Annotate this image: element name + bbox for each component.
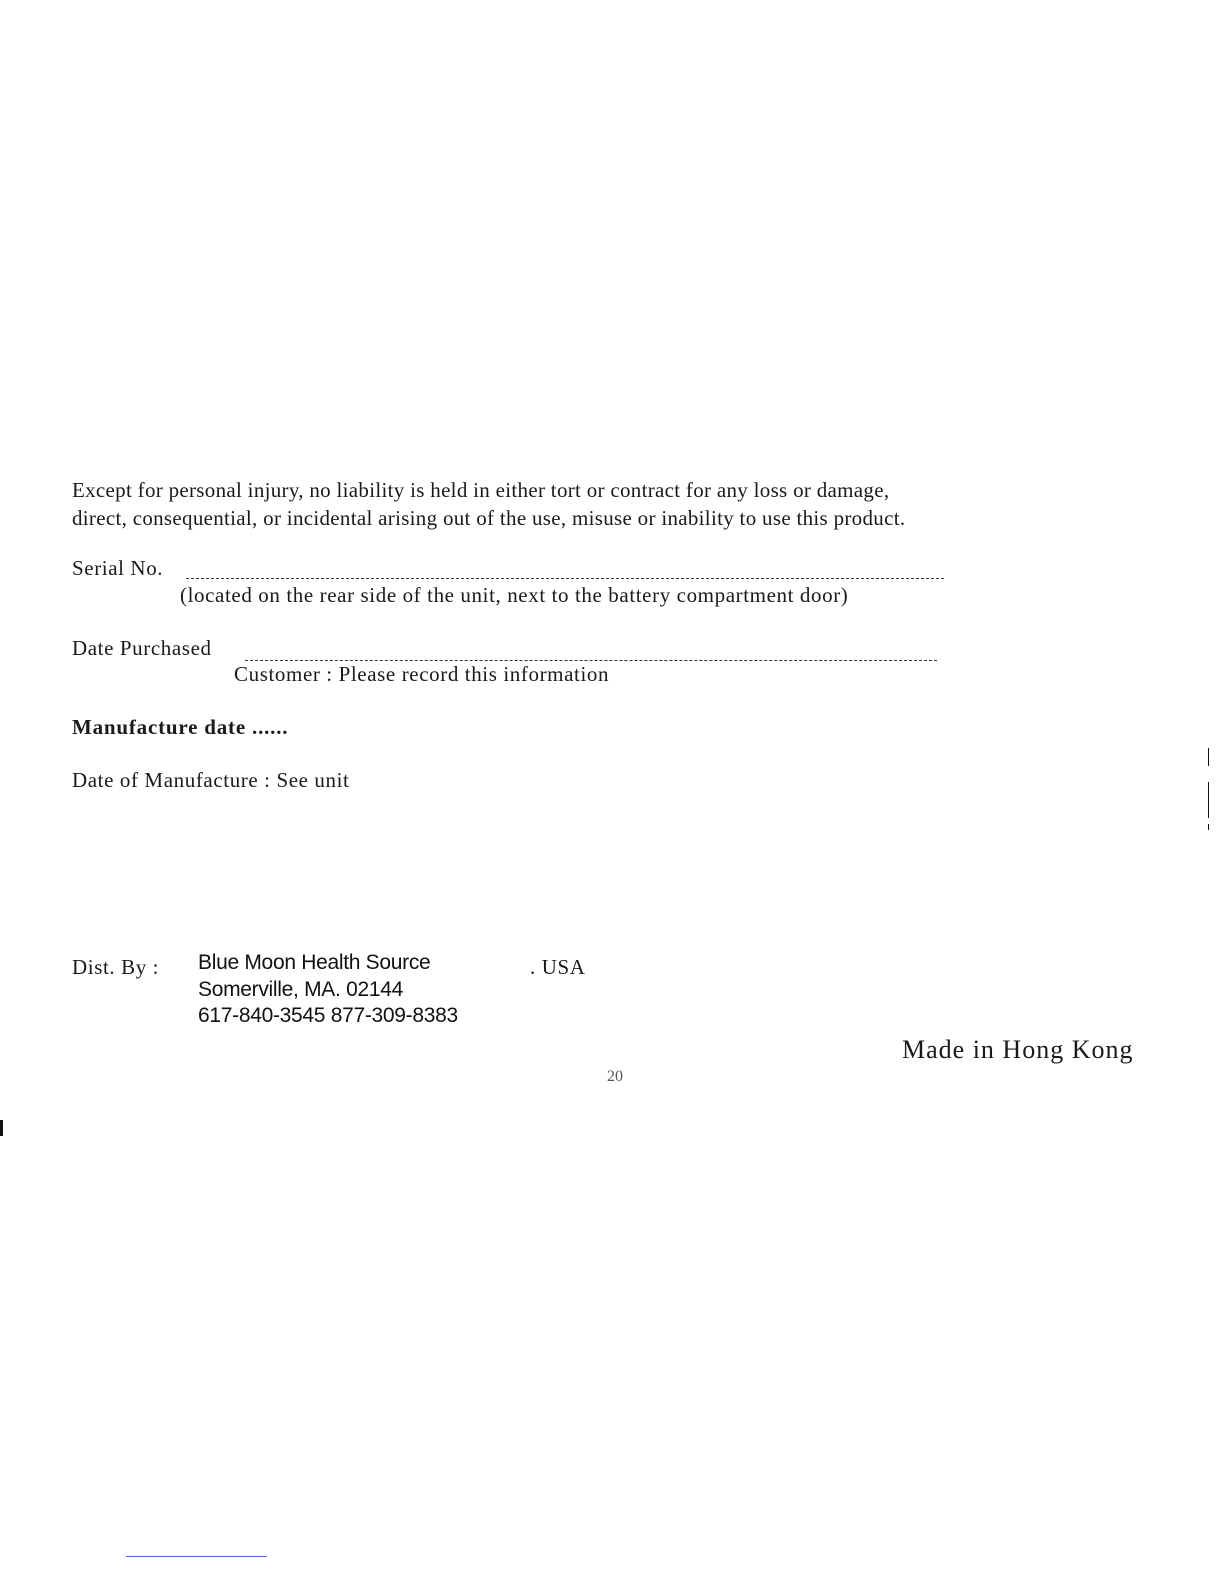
date-of-manufacture-line: Date of Manufacture : See unit [72,768,350,792]
disclaimer-line-2: direct, consequential, or incidental arising out of the use, misuse or inability to use this product. [72,506,906,530]
date-purchased-blank[interactable] [245,660,937,661]
scan-artifact-mark [1208,782,1209,818]
serial-number-label: Serial No. [72,556,164,580]
distributor-address: Somerville, MA. 02144 [198,978,403,1001]
date-purchased-note: Customer : Please record this information [234,662,610,686]
scan-artifact-mark [0,1120,3,1136]
manufacture-date-heading: Manufacture date ...... [72,715,289,739]
liability-disclaimer [72,476,905,532]
made-in-label: Made in Hong Kong [902,1035,1134,1064]
date-purchased-label: Date Purchased [72,636,212,660]
distributor-name: Blue Moon Health Source [198,951,431,974]
scan-artifact-mark [1208,748,1209,766]
scan-artifact-mark [1208,824,1209,830]
page-number: 20 [607,1068,623,1085]
disclaimer-line-1: Except for personal injury, no liability is held in either tort or contract for any loss or damage, [72,478,890,502]
distributor-country: . USA [530,955,586,979]
serial-number-blank[interactable] [186,578,944,579]
serial-number-note: (located on the rear side of the unit, next to the battery compartment door) [180,583,849,607]
distributor-phones: 617-840-3545 877-309-8383 [198,1004,458,1027]
footer-divider [126,1556,267,1557]
distributor-label: Dist. By : [72,955,160,979]
